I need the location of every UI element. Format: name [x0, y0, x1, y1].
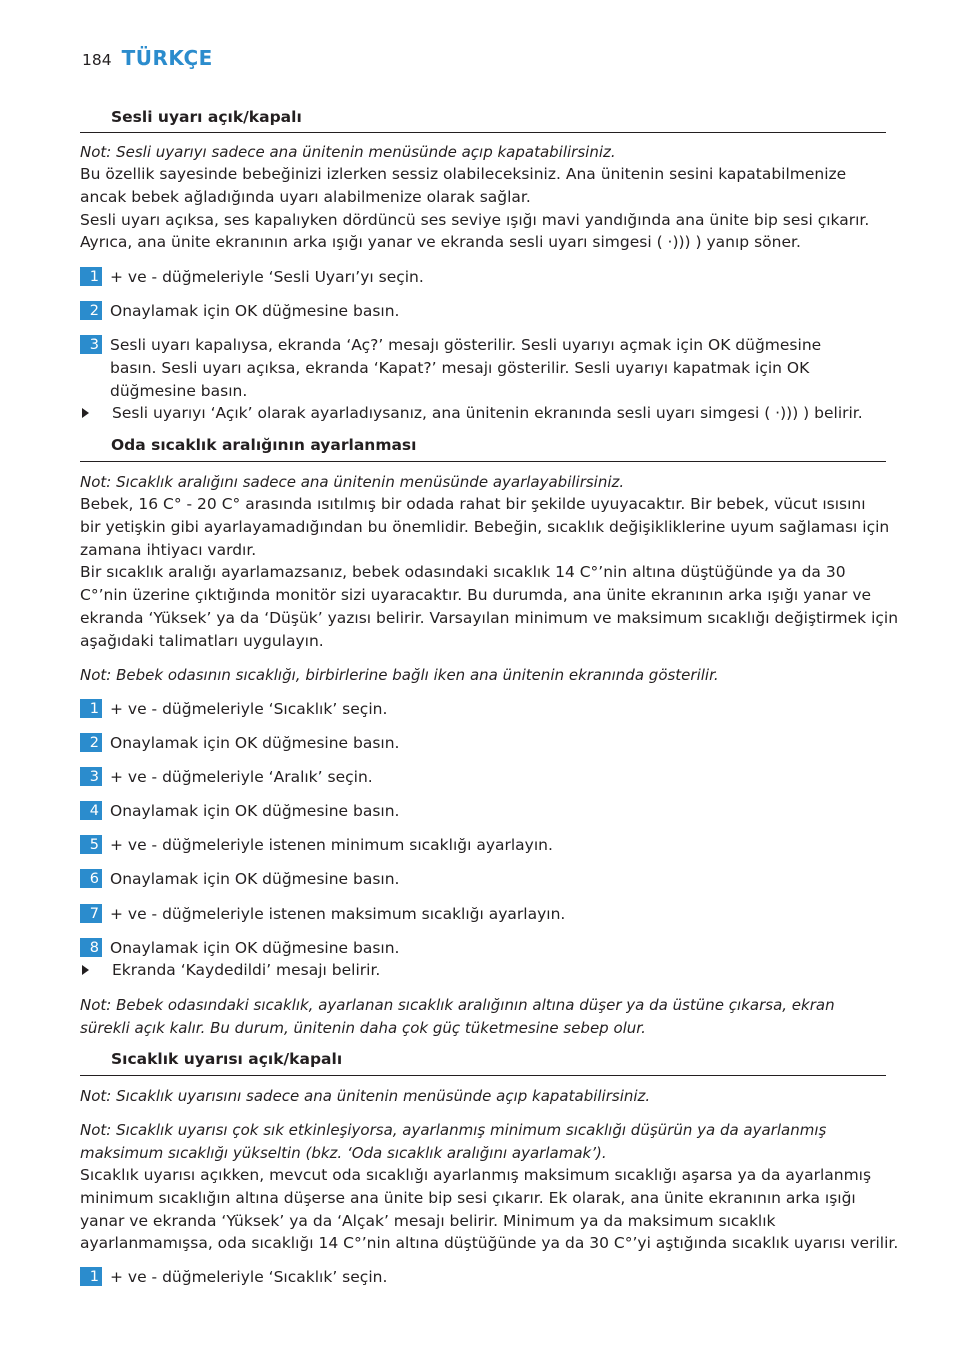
- paragraph-line: aşağıdaki talimatları uygulayın.: [80, 631, 324, 650]
- section-title-sound-alert: Sesli uyarı açık/kapalı: [111, 108, 302, 126]
- result-text: Ekranda ‘Kaydedildi’ mesajı belirir.: [112, 961, 381, 979]
- language-title: TÜRKÇE: [121, 46, 213, 70]
- paragraph-line: Bu özellik sayesinde bebeğinizi izlerken sessiz olabileceksiniz. Ana ünitenin sesini kapatabilmenize: [80, 165, 847, 183]
- step-item: [80, 300, 399, 323]
- step-number: 7: [80, 904, 102, 923]
- paragraph-line: C°’nin üzerine çıktığında monitör sizi uyaracaktır. Bu durumda, ana ünite ekranının arka ışığı yanar ve: [80, 586, 872, 605]
- step-item: [80, 698, 387, 721]
- step-text: Onaylamak için OK düğmesine basın.: [110, 734, 400, 752]
- paragraph: [80, 493, 899, 653]
- step-text: + ve - düğmeleriyle istenen maksimum sıcaklığı ayarlayın.: [110, 905, 566, 923]
- step-item: [80, 732, 399, 755]
- note: Not: Sıcaklık uyarısını sadece ana ünitenin menüsünde açıp kapatabilirsiniz.: [80, 1087, 651, 1105]
- note: Not: Sıcaklık aralığını sadece ana ünitenin menüsünde ayarlayabilirsiniz.: [80, 473, 625, 491]
- step-text: [110, 334, 821, 402]
- step-item: [80, 334, 821, 402]
- step-text-line: basın. Sesli uyarı açıksa, ekranda ‘Kapat?’ mesajı gösterilir. Sesli uyarıyı kapatmak için OK: [110, 358, 810, 377]
- paragraph-line: Bir sıcaklık aralığı ayarlamazsanız, bebek odasındaki sıcaklık 14 C°’nin altına düştüğünde ya da 30: [80, 563, 846, 582]
- paragraph-line: Ayrıca, ana ünite ekranının arka ışığı yanar ve ekranda sesli uyarı simgesi ( ·))) ) yanıp söner.: [80, 233, 801, 252]
- result-arrow-icon: [82, 408, 89, 418]
- step-number: 6: [80, 869, 102, 888]
- step-number: 2: [80, 301, 102, 320]
- result-text: Sesli uyarıyı ‘Açık’ olarak ayarladıysanız, ana ünitenin ekranında sesli uyarı simgesi ( ·))) ) belirir.: [112, 404, 863, 422]
- paragraph-line: bir yetişkin gibi ayarlayamadığından bu önemlidir. Bebeğin, sıcaklık değişikliklerine uyum sağlaması için: [80, 517, 890, 536]
- paragraph-line: ekranda ‘Yüksek’ ya da ‘Düşük’ yazısı belirir. Varsayılan minimum ve maksimum sıcaklığı değiştirmek için: [80, 608, 899, 627]
- result-item: [80, 959, 380, 982]
- step-text: Onaylamak için OK düğmesine basın.: [110, 870, 400, 888]
- note-line: Not: Sıcaklık uyarısı çok sık etkinleşiyorsa, ayarlanmış minimum sıcaklığı düşürün ya da ayarlanmış: [80, 1121, 827, 1139]
- step-item: [80, 868, 399, 891]
- note-line: maksimum sıcaklığı yükseltin (bkz. ‘Oda sıcaklık aralığını ayarlamak’).: [80, 1143, 607, 1162]
- paragraph-line: ayarlanmamışsa, oda sıcaklığı 14 C°’nin altına düştüğünde ya da 30 C°’yi aştığında sıcaklık uyarısı verilir.: [80, 1234, 899, 1253]
- step-text: + ve - düğmeleriyle ‘Sıcaklık’ seçin.: [110, 1268, 388, 1286]
- step-item: [80, 266, 424, 289]
- note-line: Not: Bebek odasındaki sıcaklık, ayarlanan sıcaklık aralığının altına düşer ya da üstüne çıkarsa, ekran: [80, 996, 835, 1014]
- paragraph: [80, 1164, 899, 1255]
- step-item: [80, 937, 399, 960]
- paragraph-line: ancak bebek ağladığında uyarı alabilmenize olarak sağlar.: [80, 187, 531, 206]
- step-text: Onaylamak için OK düğmesine basın.: [110, 302, 400, 320]
- paragraph-line: Sıcaklık uyarısı açıkken, mevcut oda sıcaklığı ayarlanmış maksimum sıcaklığı aşarsa ya da ayarlanmış: [80, 1166, 872, 1184]
- step-text: Onaylamak için OK düğmesine basın.: [110, 939, 400, 957]
- paragraph: [80, 163, 886, 254]
- step-item: [80, 834, 553, 857]
- section-divider: [80, 132, 886, 133]
- step-text: Onaylamak için OK düğmesine basın.: [110, 802, 400, 820]
- step-item: [80, 766, 373, 789]
- step-number: 2: [80, 733, 102, 752]
- step-item: [80, 1266, 387, 1289]
- step-text: + ve - düğmeleriyle ‘Aralık’ seçin.: [110, 768, 373, 786]
- note-line: sürekli açık kalır. Bu durum, ünitenin daha çok güç tüketmesine sebep olur.: [80, 1018, 646, 1037]
- step-text: + ve - düğmeleriyle ‘Sesli Uyarı’yı seçin.: [110, 268, 424, 286]
- paragraph-line: Bebek, 16 C° - 20 C° arasında ısıtılmış bir odada rahat bir şekilde uyuyacaktır. Bir bebek, vücut ısısını: [80, 495, 866, 513]
- paragraph-line: Sesli uyarı açıksa, ses kapalıyken dördüncü ses seviye ışığı mavi yandığında ana ünite bip sesi çıkarır.: [80, 210, 870, 229]
- step-number: 1: [80, 699, 102, 718]
- step-number: 8: [80, 938, 102, 957]
- section-divider: [80, 1075, 886, 1076]
- section-divider: [80, 461, 886, 462]
- note: Not: Bebek odasının sıcaklığı, birbirlerine bağlı iken ana ünitenin ekranında gösterilir.: [80, 666, 719, 684]
- step-number: 1: [80, 267, 102, 286]
- step-text: + ve - düğmeleriyle ‘Sıcaklık’ seçin.: [110, 700, 388, 718]
- section-title-temperature-alert: Sıcaklık uyarısı açık/kapalı: [111, 1050, 343, 1068]
- note: Not: Sesli uyarıyı sadece ana ünitenin menüsünde açıp kapatabilirsiniz.: [80, 143, 616, 161]
- step-item: [80, 903, 565, 926]
- paragraph-line: zamana ihtiyacı vardır.: [80, 540, 257, 559]
- step-number: 1: [80, 1267, 102, 1286]
- step-text-line: düğmesine basın.: [110, 381, 248, 400]
- result-arrow-icon: [82, 965, 89, 975]
- step-item: [80, 800, 399, 823]
- paragraph-line: minimum sıcaklığın altına düşerse ana ünite bip sesi çıkarır. Ek olarak, ana ünite ekranının arka ışığı: [80, 1188, 856, 1207]
- paragraph-line: yanar ve ekranda ‘Yüksek’ ya da ‘Alçak’ mesajı belirir. Minimum ya da maksimum sıcaklık: [80, 1211, 776, 1230]
- step-number: 3: [80, 335, 102, 354]
- step-text-line: Sesli uyarı kapalıysa, ekranda ‘Aç?’ mesajı gösterilir. Sesli uyarıyı açmak için OK düğmesine: [110, 336, 822, 354]
- page-header: [82, 46, 213, 70]
- section-title-temperature-range: Oda sıcaklık aralığının ayarlanması: [111, 436, 417, 454]
- result-item: [80, 402, 863, 425]
- note: [80, 1119, 886, 1165]
- page-number: 184: [82, 51, 112, 69]
- step-number: 4: [80, 801, 102, 820]
- step-number: 3: [80, 767, 102, 786]
- note: [80, 994, 886, 1040]
- step-number: 5: [80, 835, 102, 854]
- step-text: + ve - düğmeleriyle istenen minimum sıcaklığı ayarlayın.: [110, 836, 553, 854]
